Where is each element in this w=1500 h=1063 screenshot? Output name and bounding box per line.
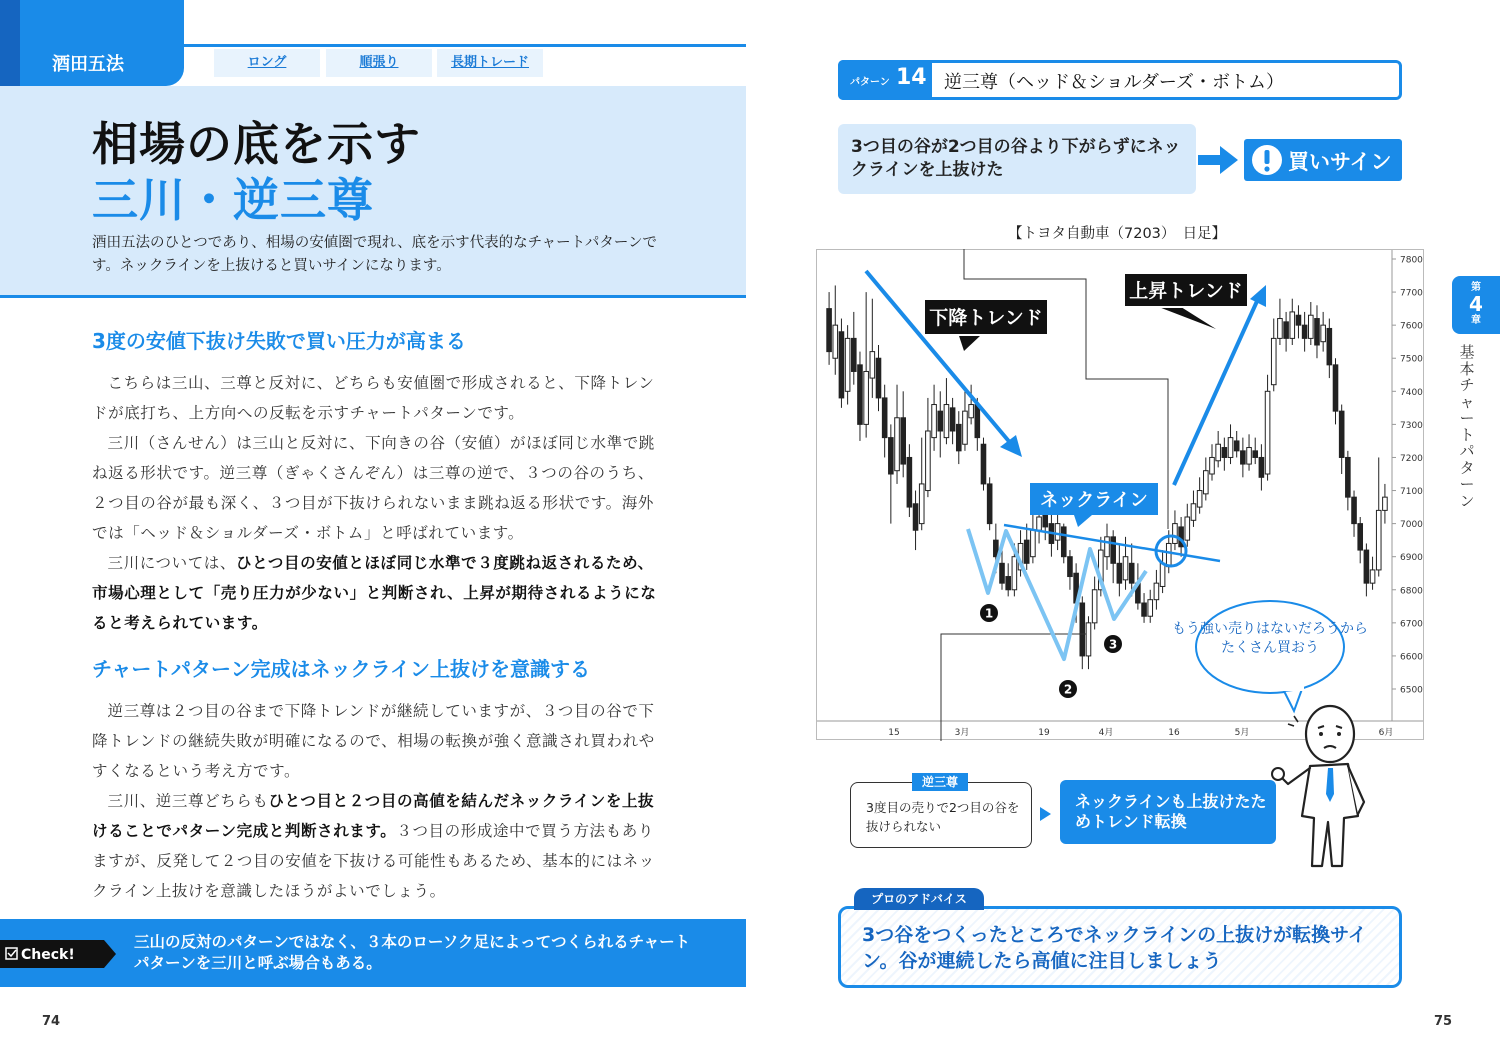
candle-down xyxy=(913,504,918,530)
candle-down xyxy=(1241,451,1246,464)
x-tick-label: 6月 xyxy=(1378,728,1394,738)
candle-down xyxy=(1284,322,1289,339)
y-tick-label: 7700 xyxy=(1400,288,1423,299)
candle-down xyxy=(1327,328,1332,364)
advice-text: 3つ谷をつくったところでネックラインの上抜けが転換サイン。谷が連続したら高値に注目しましょう xyxy=(862,924,1367,972)
pattern-label-box xyxy=(838,60,932,100)
y-tick-label: 7300 xyxy=(1400,420,1423,431)
candle-down xyxy=(1333,365,1338,411)
candle-up xyxy=(1383,497,1388,510)
y-tick-label: 7200 xyxy=(1400,453,1423,464)
candle-up xyxy=(833,325,838,358)
advice-tab: プロのアドバイス xyxy=(854,888,984,910)
candle-up xyxy=(1092,590,1097,623)
exclamation-icon xyxy=(1250,143,1284,177)
condition-text: 3つ目の谷が2つ目の谷より下がらずにネックラインを上抜けた xyxy=(851,137,1181,180)
candle-down xyxy=(987,484,992,524)
candle-down xyxy=(956,424,961,450)
candle-up xyxy=(1105,537,1110,557)
chapter-label-top: 第 xyxy=(1471,282,1481,293)
candle-down xyxy=(938,411,943,431)
candle-up xyxy=(1148,600,1153,617)
page-number-right: 75 xyxy=(1434,1014,1453,1029)
candle-up xyxy=(1309,315,1314,338)
heading-2: チャートパターン完成はネックライン上抜けを意識する xyxy=(92,657,590,681)
candle-down xyxy=(1142,603,1147,616)
candle-down xyxy=(1043,514,1048,527)
tag-long-term: 長期トレード xyxy=(437,49,543,77)
candle-down xyxy=(1068,557,1073,577)
x-tick-label: 5月 xyxy=(1234,728,1250,738)
chapter-tab xyxy=(1452,276,1500,334)
y-tick-label: 7600 xyxy=(1400,321,1423,332)
candle-up xyxy=(919,484,924,524)
paragraph-5-lead: 三川、逆三尊どちらも xyxy=(107,792,269,810)
candle-up xyxy=(1271,338,1276,384)
candle-up xyxy=(1216,444,1221,461)
candle-down xyxy=(907,457,912,507)
candle-up xyxy=(870,352,875,378)
neckline-label-text: ネックライン xyxy=(1040,490,1148,511)
x-tick-label: 4月 xyxy=(1098,728,1114,738)
y-tick-label: 7400 xyxy=(1400,387,1423,398)
businessman-illustration-icon xyxy=(1270,698,1380,870)
x-tick-label: 16 xyxy=(1168,728,1180,738)
tag-trend-follow: 順張り xyxy=(326,49,432,77)
paragraph-5 xyxy=(92,786,660,906)
body-section-2 xyxy=(92,696,660,906)
candle-up xyxy=(845,338,850,391)
paragraph-5-tail: ３つ目の形成途中で買う方法もありますが、反発して２つ目の安値を下抜ける可能性もあるため、基本的にはネックライン上抜けを意識したほうがよいでしょう。 xyxy=(92,822,655,900)
candle-up xyxy=(1166,543,1171,566)
candle-down xyxy=(1358,524,1363,550)
y-tick-label: 6500 xyxy=(1400,685,1423,696)
candle-down xyxy=(1080,603,1085,656)
tag-long: ロング xyxy=(214,49,320,77)
candle-up xyxy=(1185,517,1190,540)
candle-down xyxy=(1346,457,1351,497)
candle-down xyxy=(981,444,986,484)
candle-down xyxy=(876,358,881,398)
trend-change-text: ネックラインも上抜けたためトレンド転換 xyxy=(1075,792,1267,831)
buy-signal-text: 買いサイン xyxy=(1288,150,1392,174)
candle-up xyxy=(1191,504,1196,521)
candle-up xyxy=(1160,563,1165,586)
y-tick-label: 7800 xyxy=(1400,255,1423,266)
paragraph-4: 逆三尊は２つ目の谷まで下降トレンドが継続していますが、３つ目の谷で下降トレンドの継続失敗が明確になるので、相場の転換が強く意識され買われやすくなるという考え方です。 xyxy=(92,702,655,780)
candle-up xyxy=(926,431,931,491)
y-tick-label: 6900 xyxy=(1400,553,1423,564)
page-title-line2: 三川・逆三尊 xyxy=(92,173,374,227)
candle-up xyxy=(864,371,869,424)
candle-down xyxy=(1302,325,1307,338)
pattern-number: 14 xyxy=(896,65,927,90)
candle-down xyxy=(1111,537,1116,563)
result-tag: 逆三尊 xyxy=(912,773,968,791)
page-title-line1: 相場の底を示す xyxy=(92,117,421,171)
y-tick-label: 7500 xyxy=(1400,354,1423,365)
candle-down xyxy=(1000,563,1005,583)
check-text: 三山の反対のパターンではなく、３本のローソク足によってつくられるチャートパターンを三川と呼ぶ場合もある。 xyxy=(134,933,691,972)
paragraph-2: 三川（さんせん）は三山と反対に、下向きの谷（安値）がほぼ同じ水準で跳ね返る形状です。逆三尊（ぎゃくさんぞん）は三尊の逆で、３つの谷のうち、２つ目の谷が最も深く、３つ目が下抜けられないまま跳ね返る形状です。海外では「ヘッド＆ショルダーズ・ボトム」と呼ばれています。 xyxy=(92,434,655,542)
candle-down xyxy=(1339,411,1344,457)
y-tick-label: 6700 xyxy=(1400,619,1423,630)
candle-up xyxy=(1321,325,1326,342)
paragraph-5-bold: ひとつ目と２つ目の高値を結んだネックラインを上抜けることでパターン完成と判断されます。 xyxy=(92,792,655,840)
candle-down xyxy=(901,418,906,464)
y-tick-label: 7100 xyxy=(1400,487,1423,498)
candle-up xyxy=(932,405,937,438)
x-tick-label: 3月 xyxy=(954,728,970,738)
section-label: 酒田五法 xyxy=(52,54,124,75)
candle-down xyxy=(858,365,863,425)
x-tick-label: 19 xyxy=(1038,728,1050,738)
pattern-title: 逆三尊（ヘッド＆ショルダーズ・ボトム） xyxy=(944,72,1285,93)
chart-caption: 【トヨタ自動車（7203） 日足】 xyxy=(1008,226,1227,242)
heading-1: 3度の安値下抜け失敗で買い圧力が高まる xyxy=(92,329,466,353)
candle-down xyxy=(950,408,955,431)
arrow-right-icon xyxy=(1198,146,1238,174)
candle-down xyxy=(1352,497,1357,523)
candle-down xyxy=(1222,448,1227,458)
section-tab-strip xyxy=(0,0,20,86)
lead-text: 酒田五法のひとつであり、相場の安値圏で現れ、底を示す代表的なチャートパターンです。ネックラインを上抜けると買いサインになります。 xyxy=(92,235,658,274)
candle-up xyxy=(1123,557,1128,580)
candle-down xyxy=(1253,451,1258,458)
pattern-label: パターン xyxy=(850,77,890,88)
candle-down xyxy=(1364,550,1369,583)
candle-up xyxy=(944,405,949,438)
candle-down xyxy=(1315,319,1320,345)
chapter-title: 基本チャートパターン xyxy=(1459,343,1475,510)
candle-up xyxy=(1197,491,1202,508)
body-section-1 xyxy=(92,368,660,638)
candle-up xyxy=(969,405,974,418)
candle-down xyxy=(839,332,844,398)
candle-up xyxy=(895,418,900,471)
trough-marker-3-text: 3 xyxy=(1108,637,1118,652)
candle-up xyxy=(963,411,968,444)
trough-marker-2-text: 2 xyxy=(1063,682,1073,697)
y-tick-label: 6800 xyxy=(1400,586,1423,597)
y-tick-label: 7000 xyxy=(1400,520,1423,531)
candle-down xyxy=(882,398,887,438)
y-tick-label: 6600 xyxy=(1400,652,1423,663)
paragraph-3-lead: 三川については、 xyxy=(107,554,236,572)
chapter-number: 4 xyxy=(1469,292,1483,316)
check-label: Check! xyxy=(21,947,75,963)
title-divider xyxy=(0,295,746,298)
downtrend-label-text: 下降トレンド xyxy=(929,307,1043,329)
candle-down xyxy=(851,338,856,371)
header-line xyxy=(184,44,746,47)
speech-line: もう強い売りはないだろうから xyxy=(1172,621,1368,637)
candle-up xyxy=(1154,583,1159,600)
candle-up xyxy=(1228,438,1233,458)
candle-up xyxy=(1031,530,1036,556)
candle-down xyxy=(1061,527,1066,557)
paragraph-1: こちらは三山、三尊と反対に、どちらも安値圏で形成されると、下降トレンドが底打ち、上方向への反転を示すチャートパターンです。 xyxy=(92,374,655,422)
candle-down xyxy=(1296,315,1301,325)
uptrend-label-text: 上昇トレンド xyxy=(1129,280,1243,302)
candle-down xyxy=(1234,441,1239,451)
result-text: 3度目の売りで2つ目の谷を抜けられない xyxy=(866,800,1020,834)
candle-up xyxy=(1210,457,1215,474)
arrow-right-small-icon xyxy=(1040,807,1051,821)
trough-marker-1-text: 1 xyxy=(984,606,994,621)
candle-up xyxy=(1037,517,1042,530)
candle-down xyxy=(1259,457,1264,477)
chapter-label-bottom: 章 xyxy=(1471,315,1481,326)
x-tick-label: 15 xyxy=(888,728,900,738)
candlestick-chart xyxy=(816,249,1424,741)
candle-up xyxy=(1290,312,1295,338)
candle-down xyxy=(827,309,832,352)
paragraph-3-bold: ひとつ目の安値とほぼ同じ水準で３度跳ね返されるため、市場心理として「売り圧力が少ない」と判断され、上昇が期待されるようになると考えられています。 xyxy=(92,554,657,632)
candle-down xyxy=(889,438,894,474)
candle-up xyxy=(1055,524,1060,541)
candle-up xyxy=(1247,448,1252,465)
candle-down xyxy=(1117,563,1122,583)
page-number-left: 74 xyxy=(42,1014,61,1029)
candle-up xyxy=(1204,471,1209,494)
candle-up xyxy=(1376,510,1381,570)
candle-up xyxy=(1012,557,1017,590)
candle-down xyxy=(1006,577,1011,590)
paragraph-3 xyxy=(92,548,660,638)
candle-down xyxy=(975,405,980,438)
candle-down xyxy=(1024,540,1029,563)
candle-down xyxy=(1129,563,1134,583)
speech-line: たくさん買おう xyxy=(1221,640,1319,656)
candle-up xyxy=(1370,570,1375,583)
check-badge xyxy=(0,940,116,968)
candle-up xyxy=(1086,623,1091,656)
candle-up xyxy=(1173,524,1178,544)
candle-up xyxy=(1278,319,1283,339)
candle-up xyxy=(1265,391,1270,474)
